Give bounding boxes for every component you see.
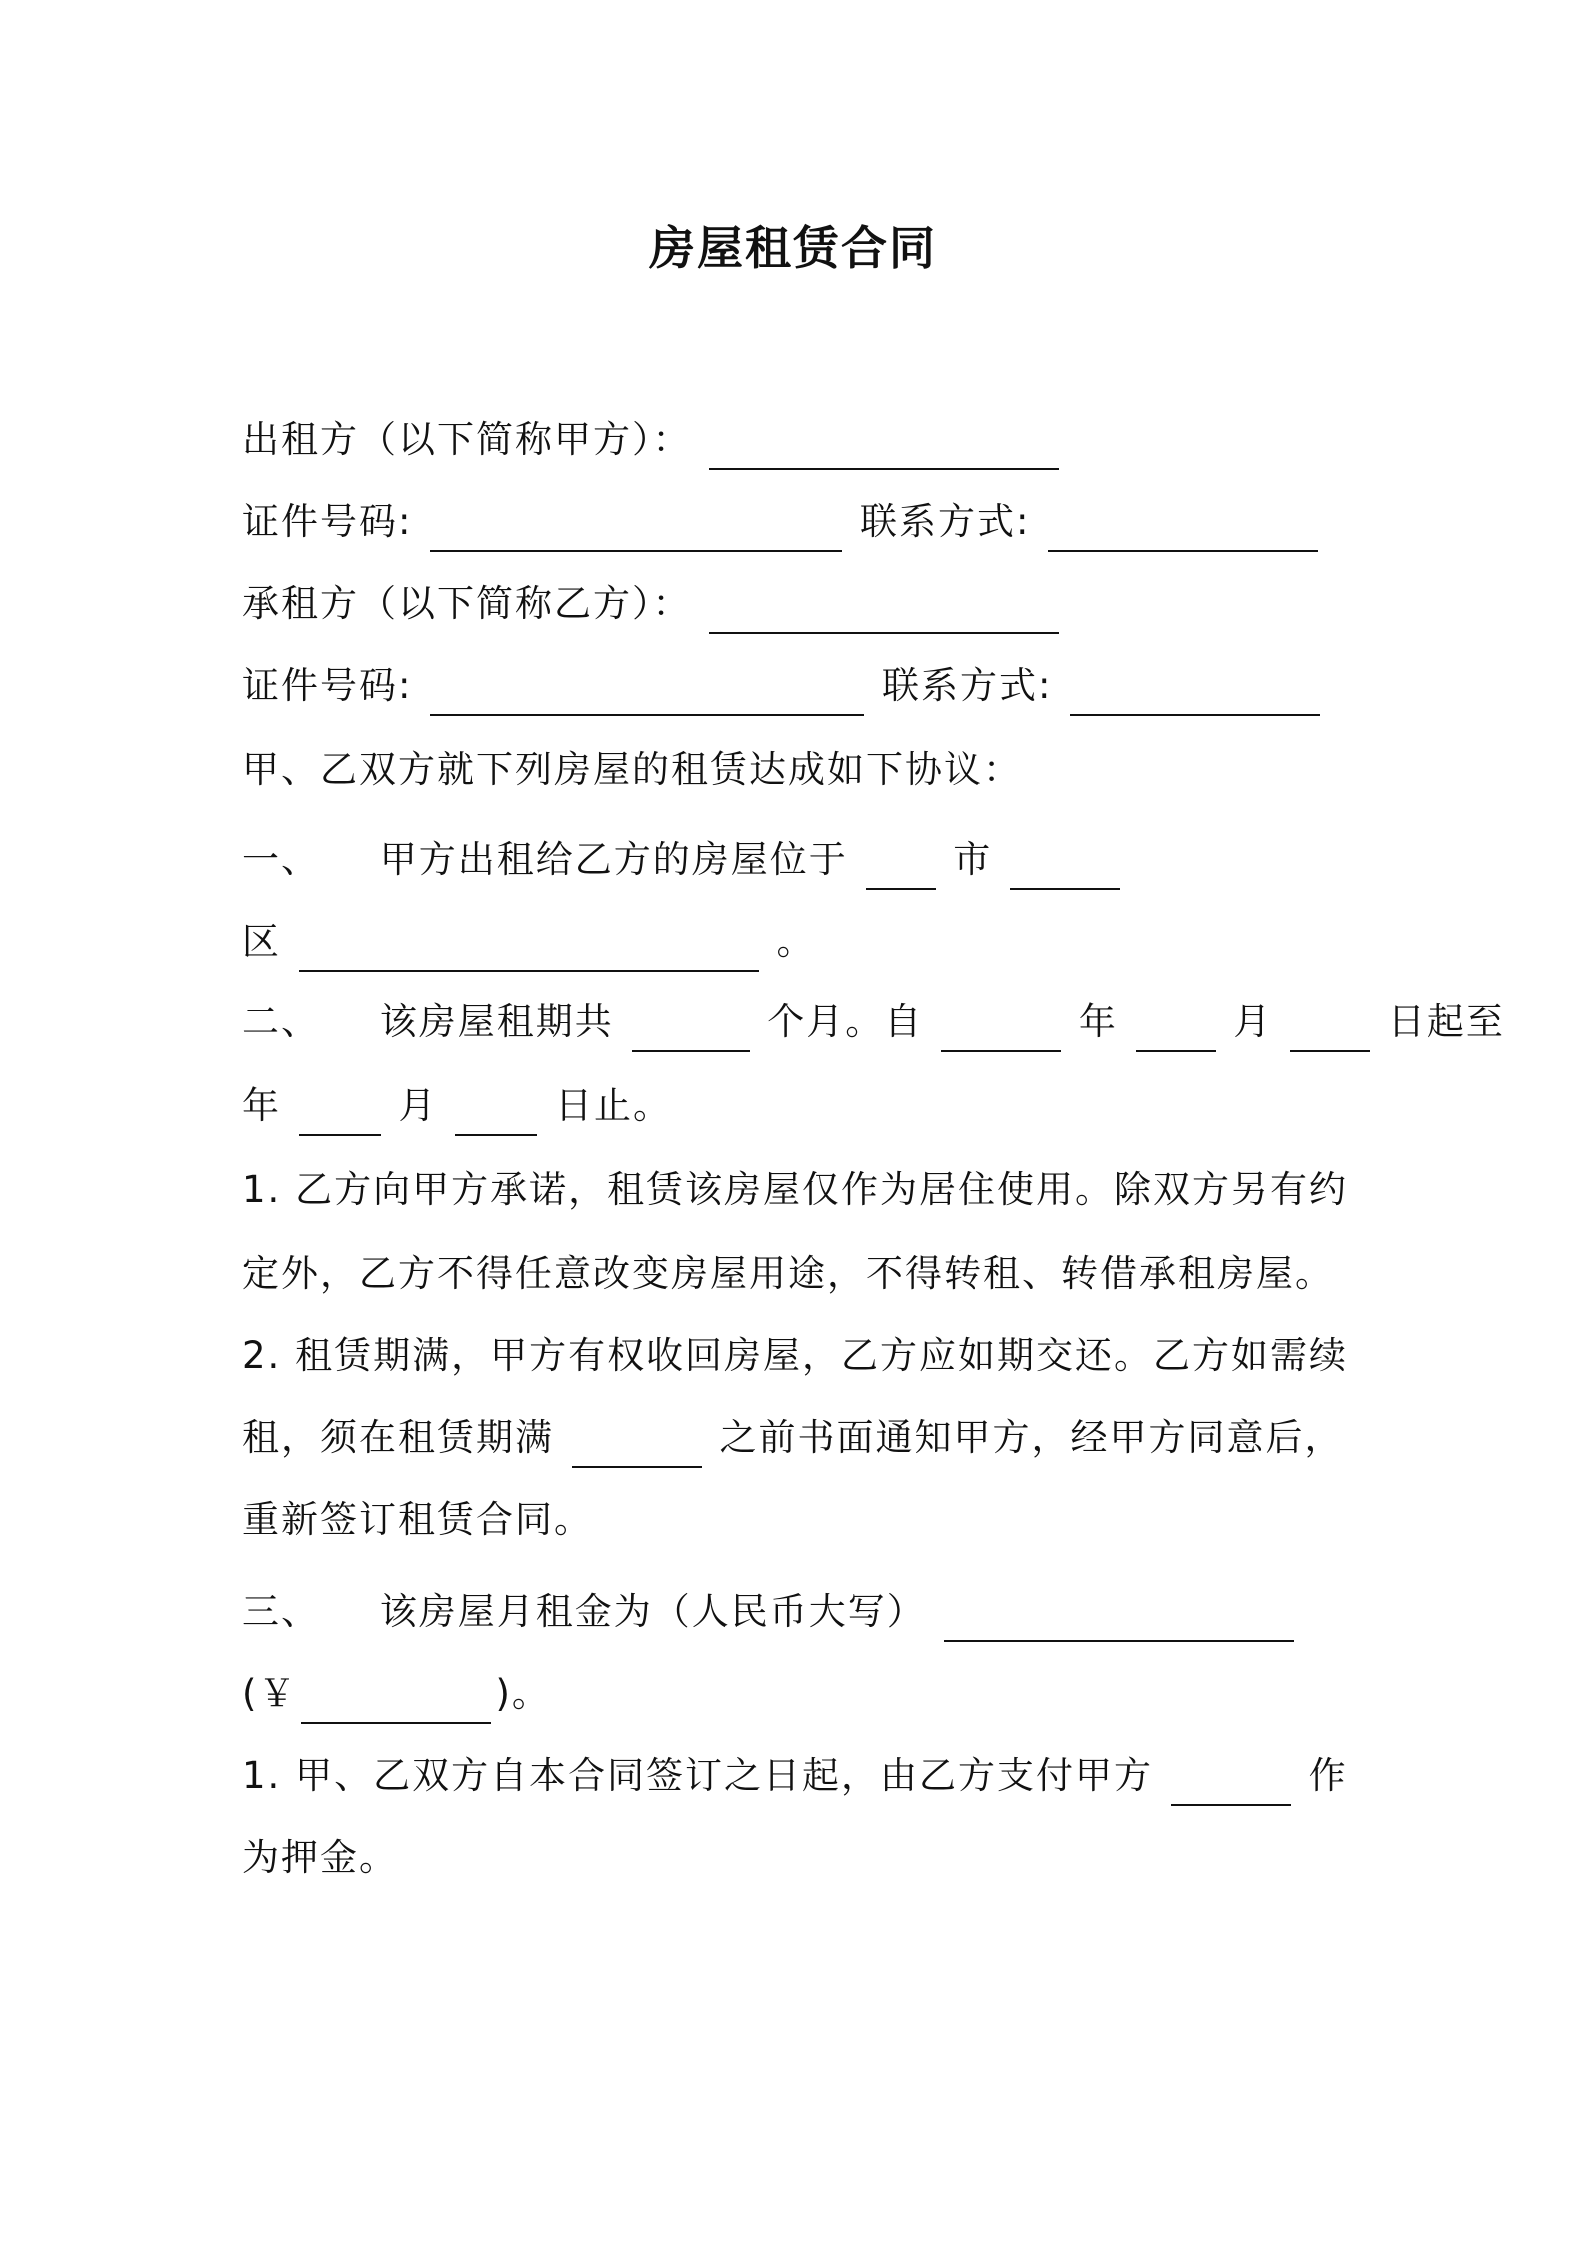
c2-item2-text-b: 之前书面通知甲方，经甲方同意后， xyxy=(719,1416,1344,1459)
clause2-text: 该房屋租期共 xyxy=(379,1000,614,1043)
month2-label: 月 xyxy=(398,1084,438,1127)
clause3-text: 该房屋月租金为（人民币大写） xyxy=(379,1590,926,1633)
document-title: 房屋租赁合同 xyxy=(649,221,937,275)
clause2-line1 xyxy=(242,992,1505,1052)
clause2-line2 xyxy=(242,1076,672,1136)
yen-close: )。 xyxy=(495,1672,551,1715)
lessor-id-line xyxy=(242,492,1322,552)
lessee-name-blank[interactable] xyxy=(709,582,1059,634)
end-year-blank[interactable] xyxy=(299,1084,381,1136)
term-months-blank[interactable] xyxy=(632,1000,750,1052)
lessee-id-label: 证件号码: xyxy=(242,664,413,707)
lessee-line xyxy=(242,574,1063,634)
c2-item2-text-a: 租，须在租赁期满 xyxy=(242,1416,554,1459)
clause1-line1 xyxy=(242,830,1124,890)
start-day-blank[interactable] xyxy=(1290,1000,1370,1052)
lessor-contact-blank[interactable] xyxy=(1048,500,1318,552)
yen-open: (￥ xyxy=(242,1672,298,1715)
c2-item2-line1: 2. 租赁期满，甲方有权收回房屋，乙方应如期交还。乙方如需续 xyxy=(242,1334,1349,1377)
lessee-id-line xyxy=(242,656,1324,716)
c3-item1-text-b: 作 xyxy=(1308,1754,1348,1797)
clause2-end: 日止。 xyxy=(555,1084,673,1127)
district-label: 区 xyxy=(242,920,281,963)
clause1-end: 。 xyxy=(776,920,816,963)
c3-item1-line1 xyxy=(242,1746,1348,1806)
notice-period-blank[interactable] xyxy=(572,1416,702,1468)
year2-label: 年 xyxy=(242,1084,281,1127)
rent-uppercase-blank[interactable] xyxy=(944,1590,1294,1642)
city-blank[interactable] xyxy=(866,838,936,890)
clause2-number: 二、 xyxy=(242,1000,320,1043)
lessee-id-blank[interactable] xyxy=(430,664,864,716)
start-year-blank[interactable] xyxy=(941,1000,1061,1052)
lessee-label: 承租方（以下简称乙方）： xyxy=(242,582,692,625)
c2-item2-line3: 重新签订租赁合同。 xyxy=(242,1498,593,1541)
clause1-line2 xyxy=(242,912,816,972)
intro-line: 甲、乙双方就下列房屋的租赁达成如下协议： xyxy=(242,748,1022,791)
lessor-id-label: 证件号码: xyxy=(242,500,413,543)
c3-item1-line2: 为押金。 xyxy=(242,1836,398,1879)
c2-item2-line2 xyxy=(242,1408,1344,1468)
clause1-text: 甲方出租给乙方的房屋位于 xyxy=(379,838,848,881)
district-blank[interactable] xyxy=(299,920,759,972)
lessee-contact-blank[interactable] xyxy=(1070,664,1320,716)
c3-item1-text-a: 1. 甲、乙双方自本合同签订之日起，由乙方支付甲方 xyxy=(242,1754,1154,1797)
c2-item1-line2: 定外，乙方不得任意改变房屋用途，不得转租、转借承租房屋。 xyxy=(242,1252,1334,1295)
months-label: 个月。自 xyxy=(767,1000,924,1043)
lessor-id-blank[interactable] xyxy=(430,500,842,552)
end-month-blank[interactable] xyxy=(455,1084,537,1136)
lessor-line xyxy=(242,410,1063,470)
start-month-blank[interactable] xyxy=(1136,1000,1216,1052)
clause3-number: 三、 xyxy=(242,1590,320,1633)
city-label: 市 xyxy=(953,838,993,881)
c2-item1-line1: 1. 乙方向甲方承诺，租赁该房屋仅作为居住使用。除双方另有约 xyxy=(242,1168,1349,1211)
lessor-contact-label: 联系方式: xyxy=(860,500,1031,543)
clause3-line1 xyxy=(242,1582,1298,1642)
deposit-blank[interactable] xyxy=(1171,1754,1291,1806)
year-label: 年 xyxy=(1078,1000,1118,1043)
lessee-contact-label: 联系方式: xyxy=(882,664,1053,707)
from-to-label: 日起至 xyxy=(1387,1000,1505,1043)
clause3-line2 xyxy=(242,1664,551,1724)
lessor-label: 出租方（以下简称甲方）： xyxy=(242,418,692,461)
rent-amount-blank[interactable] xyxy=(301,1672,491,1724)
city-name-blank[interactable] xyxy=(1010,838,1120,890)
month-label: 月 xyxy=(1233,1000,1273,1043)
clause1-number: 一、 xyxy=(242,838,320,881)
lessor-name-blank[interactable] xyxy=(709,418,1059,470)
